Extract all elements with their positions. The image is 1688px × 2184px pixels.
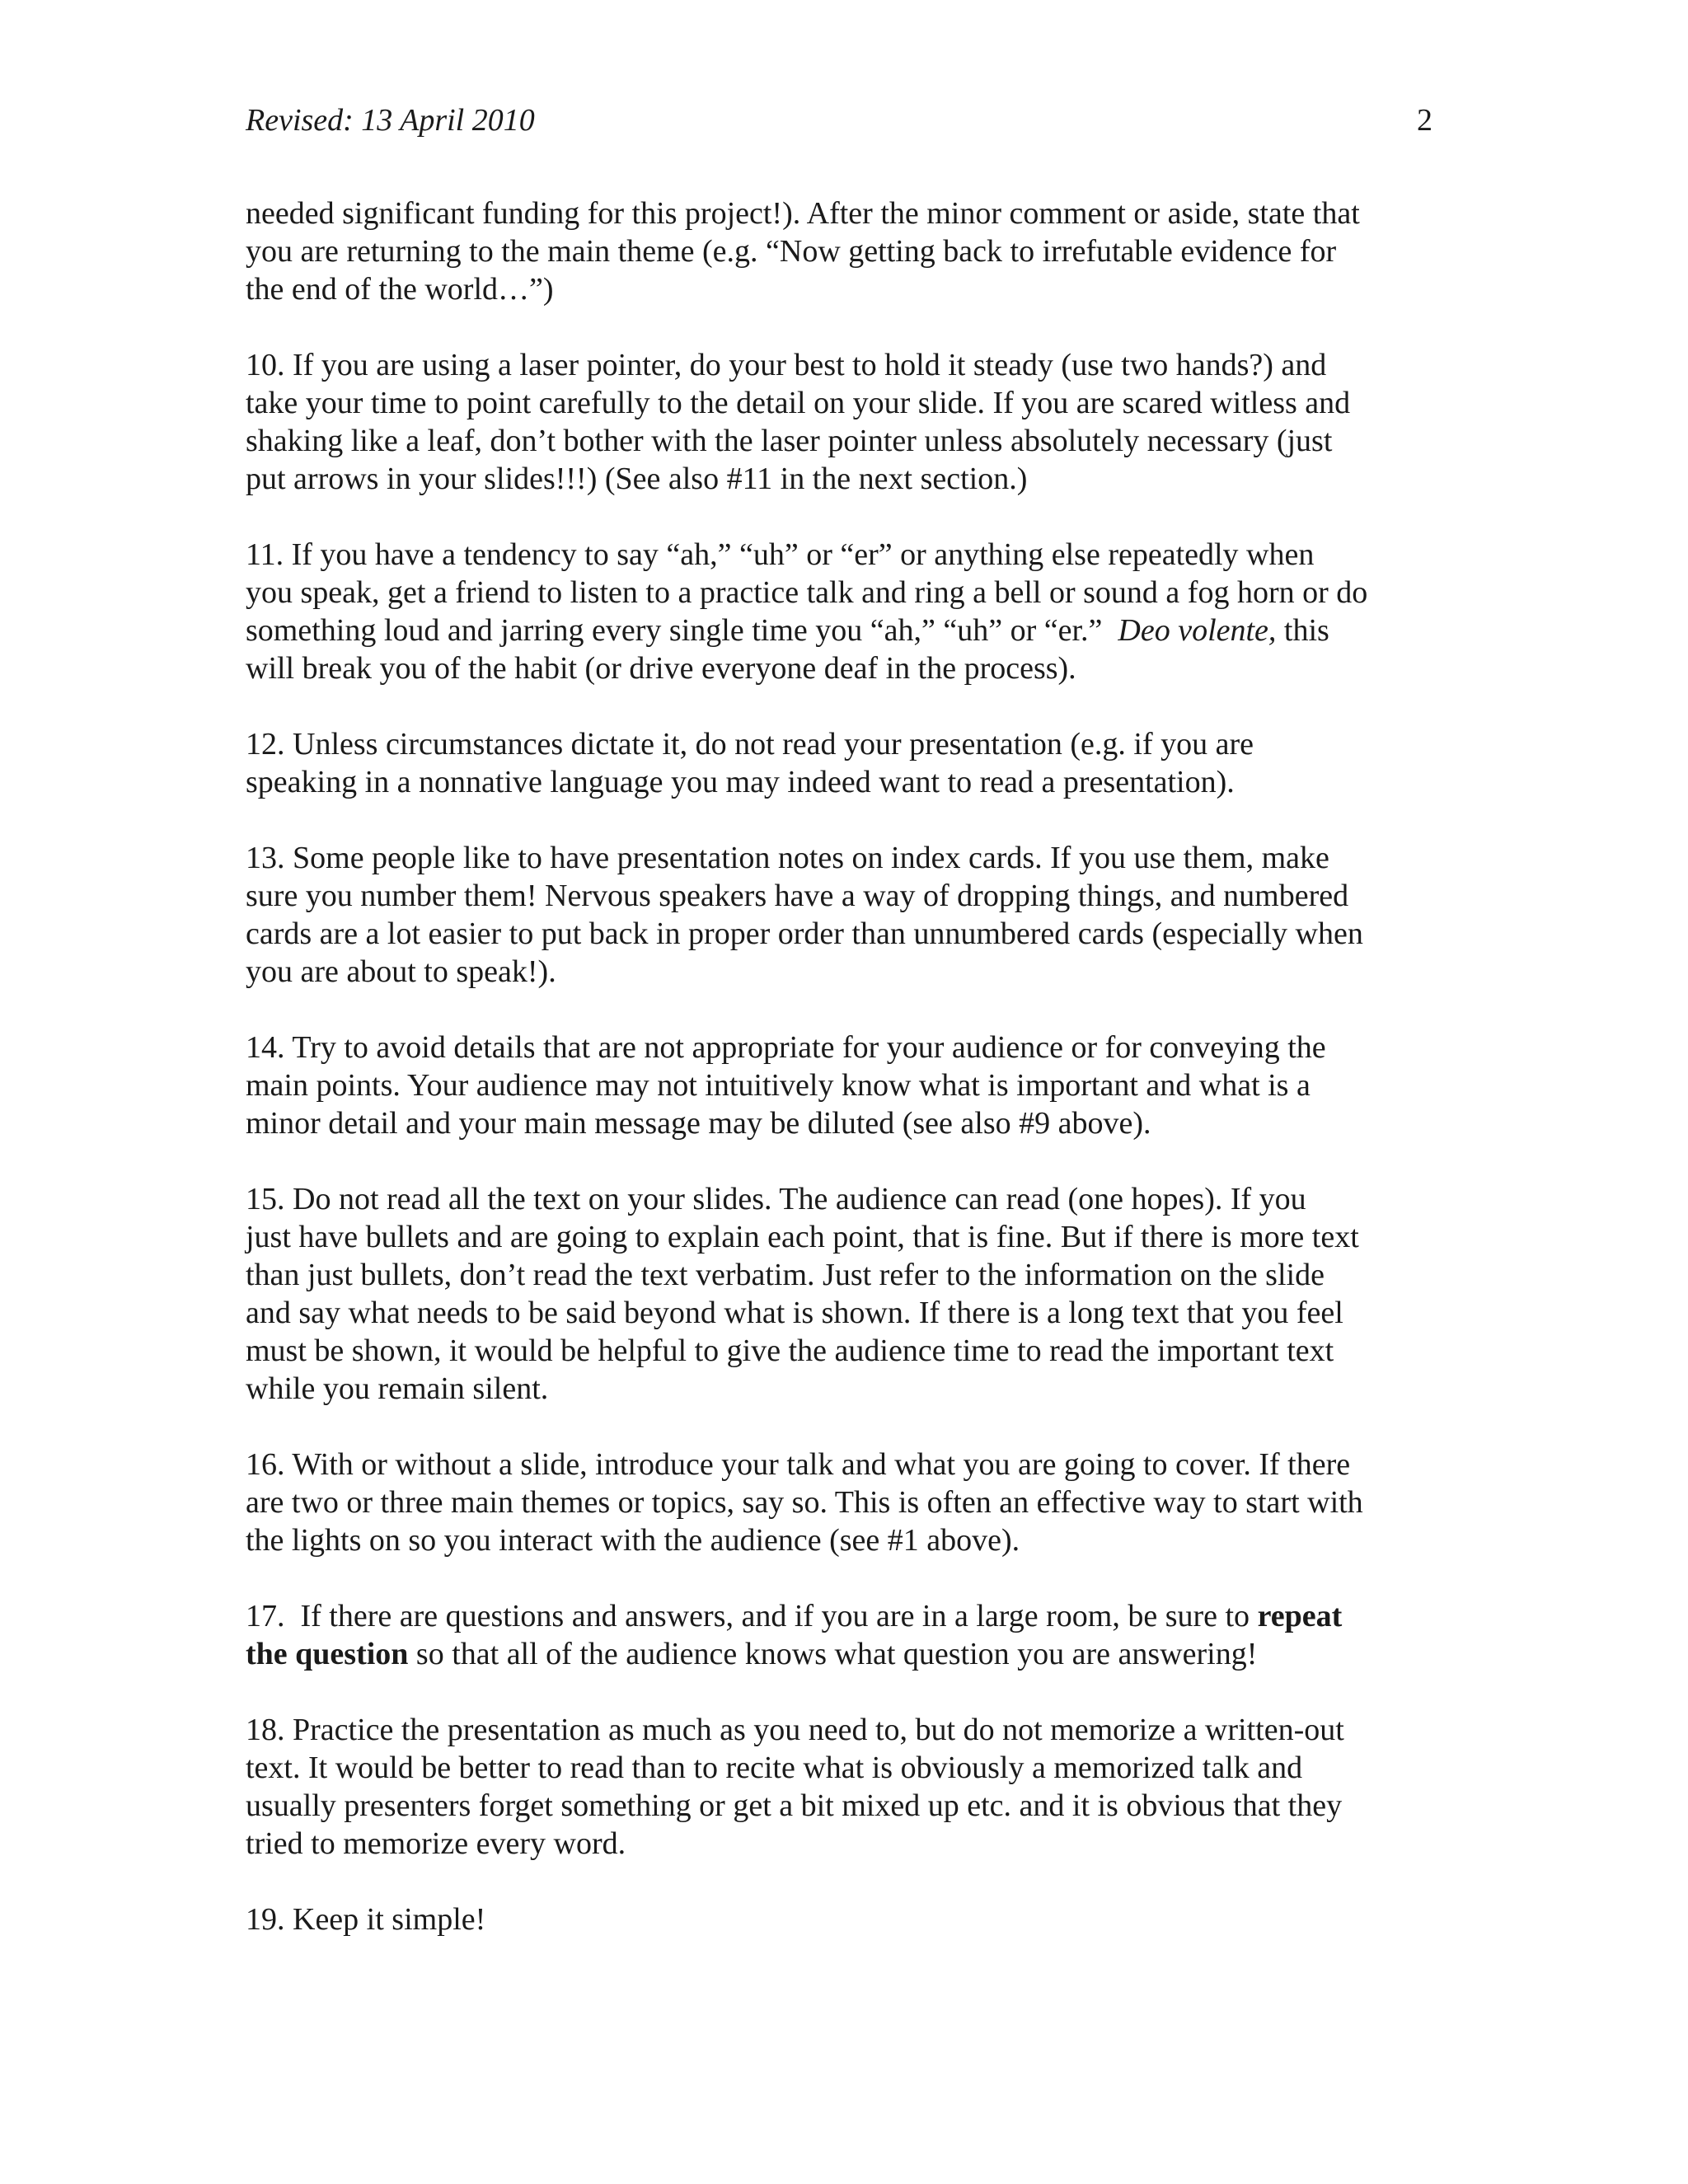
text-line: sure you number them! Nervous speakers have a way of dropping things, and numbered <box>246 879 1349 913</box>
text-line: 15. Do not read all the text on your slides. The audience can read (one hopes). If you <box>246 1182 1306 1216</box>
bold-phrase: repeat <box>1257 1599 1343 1633</box>
paragraph-item-12 <box>246 725 1432 801</box>
text-line: take your time to point carefully to the detail on your slide. If you are scared witless and <box>246 386 1351 420</box>
text-line: text. It would be better to read than to recite what is obviously a memorized talk and <box>246 1750 1303 1785</box>
text-line: 10. If you are using a laser pointer, do your best to hold it steady (use two hands?) and <box>246 348 1327 382</box>
text-run: this <box>1276 613 1329 648</box>
text-line: usually presenters forget something or get a bit mixed up etc. and it is obvious that they <box>246 1788 1343 1823</box>
paragraph-item-10 <box>246 346 1432 498</box>
text-line: put arrows in your slides!!!) (See also #11 in the next section.) <box>246 462 1028 496</box>
text-line: than just bullets, don’t read the text verbatim. Just refer to the information on the slide <box>246 1258 1325 1292</box>
text-line: 16. With or without a slide, introduce your talk and what you are going to cover. If there <box>246 1447 1351 1482</box>
paragraph-item-11 <box>246 536 1432 687</box>
page-header <box>246 97 1432 143</box>
paragraph-item-14 <box>246 1029 1432 1142</box>
text-line: just have bullets and are going to explain each point, that is fine. But if there is more text <box>246 1220 1359 1254</box>
paragraph-item-16 <box>246 1446 1432 1559</box>
text-line: 14. Try to avoid details that are not appropriate for your audience or for conveying the <box>246 1030 1326 1065</box>
paragraph-continuation <box>246 194 1432 308</box>
text-run: so that all of the audience knows what question you are answering! <box>408 1637 1258 1671</box>
text-line: shaking like a leaf, don’t bother with the laser pointer unless absolutely necessary (just <box>246 424 1333 458</box>
paragraph-item-19 <box>246 1900 1432 1938</box>
text-line: tried to memorize every word. <box>246 1826 626 1861</box>
paragraph-item-13 <box>246 839 1432 991</box>
text-line: speaking in a nonnative language you may indeed want to read a presentation). <box>246 765 1235 799</box>
document-page <box>246 97 1432 1976</box>
text-line: needed significant funding for this project!). After the minor comment or aside, state that <box>246 196 1360 231</box>
text-line: 13. Some people like to have presentation notes on index cards. If you use them, make <box>246 841 1329 875</box>
text-line: 19. Keep it simple! <box>246 1902 486 1937</box>
text-line: the end of the world…”) <box>246 272 554 307</box>
page-number: 2 <box>1417 103 1432 138</box>
document-body <box>246 194 1432 1938</box>
text-run: something loud and jarring every single time you “ah,” “uh” or “er.” <box>246 613 1118 648</box>
paragraph-item-18 <box>246 1711 1432 1863</box>
text-line: cards are a lot easier to put back in proper order than unnumbered cards (especially when <box>246 916 1363 951</box>
text-line: 11. If you have a tendency to say “ah,” “uh” or “er” or anything else repeatedly when <box>246 537 1315 572</box>
paragraph-item-17 <box>246 1597 1432 1673</box>
text-line: you speak, get a friend to listen to a practice talk and ring a bell or sound a fog horn or do <box>246 575 1368 610</box>
text-line: you are about to speak!). <box>246 954 556 989</box>
text-line: must be shown, it would be helpful to give the audience time to read the important text <box>246 1333 1334 1368</box>
bold-phrase: the question <box>246 1637 409 1671</box>
text-line: 12. Unless circumstances dictate it, do not read your presentation (e.g. if you are <box>246 727 1254 762</box>
text-line: and say what needs to be said beyond what is shown. If there is a long text that you feel <box>246 1296 1343 1330</box>
text-line: will break you of the habit (or drive everyone deaf in the process). <box>246 651 1076 686</box>
text-line: are two or three main themes or topics, say so. This is often an effective way to start with <box>246 1485 1363 1520</box>
text-line <box>246 1597 1432 1635</box>
text-run: 17. If there are questions and answers, and if you are in a large room, be sure to <box>246 1599 1258 1633</box>
revision-date: Revised: 13 April 2010 <box>246 103 535 138</box>
text-line: while you remain silent. <box>246 1371 549 1406</box>
text-line: main points. Your audience may not intuitively know what is important and what is a <box>246 1068 1311 1103</box>
paragraph-item-15 <box>246 1180 1432 1408</box>
text-line <box>246 1635 1432 1673</box>
italic-phrase: Deo volente, <box>1118 613 1277 648</box>
text-line: you are returning to the main theme (e.g. “Now getting back to irrefutable evidence for <box>246 234 1337 269</box>
text-line <box>246 612 1432 649</box>
text-line: the lights on so you interact with the audience (see #1 above). <box>246 1523 1020 1558</box>
text-line: minor detail and your main message may be diluted (see also #9 above). <box>246 1106 1151 1141</box>
text-line: 18. Practice the presentation as much as you need to, but do not memorize a written-out <box>246 1713 1344 1747</box>
